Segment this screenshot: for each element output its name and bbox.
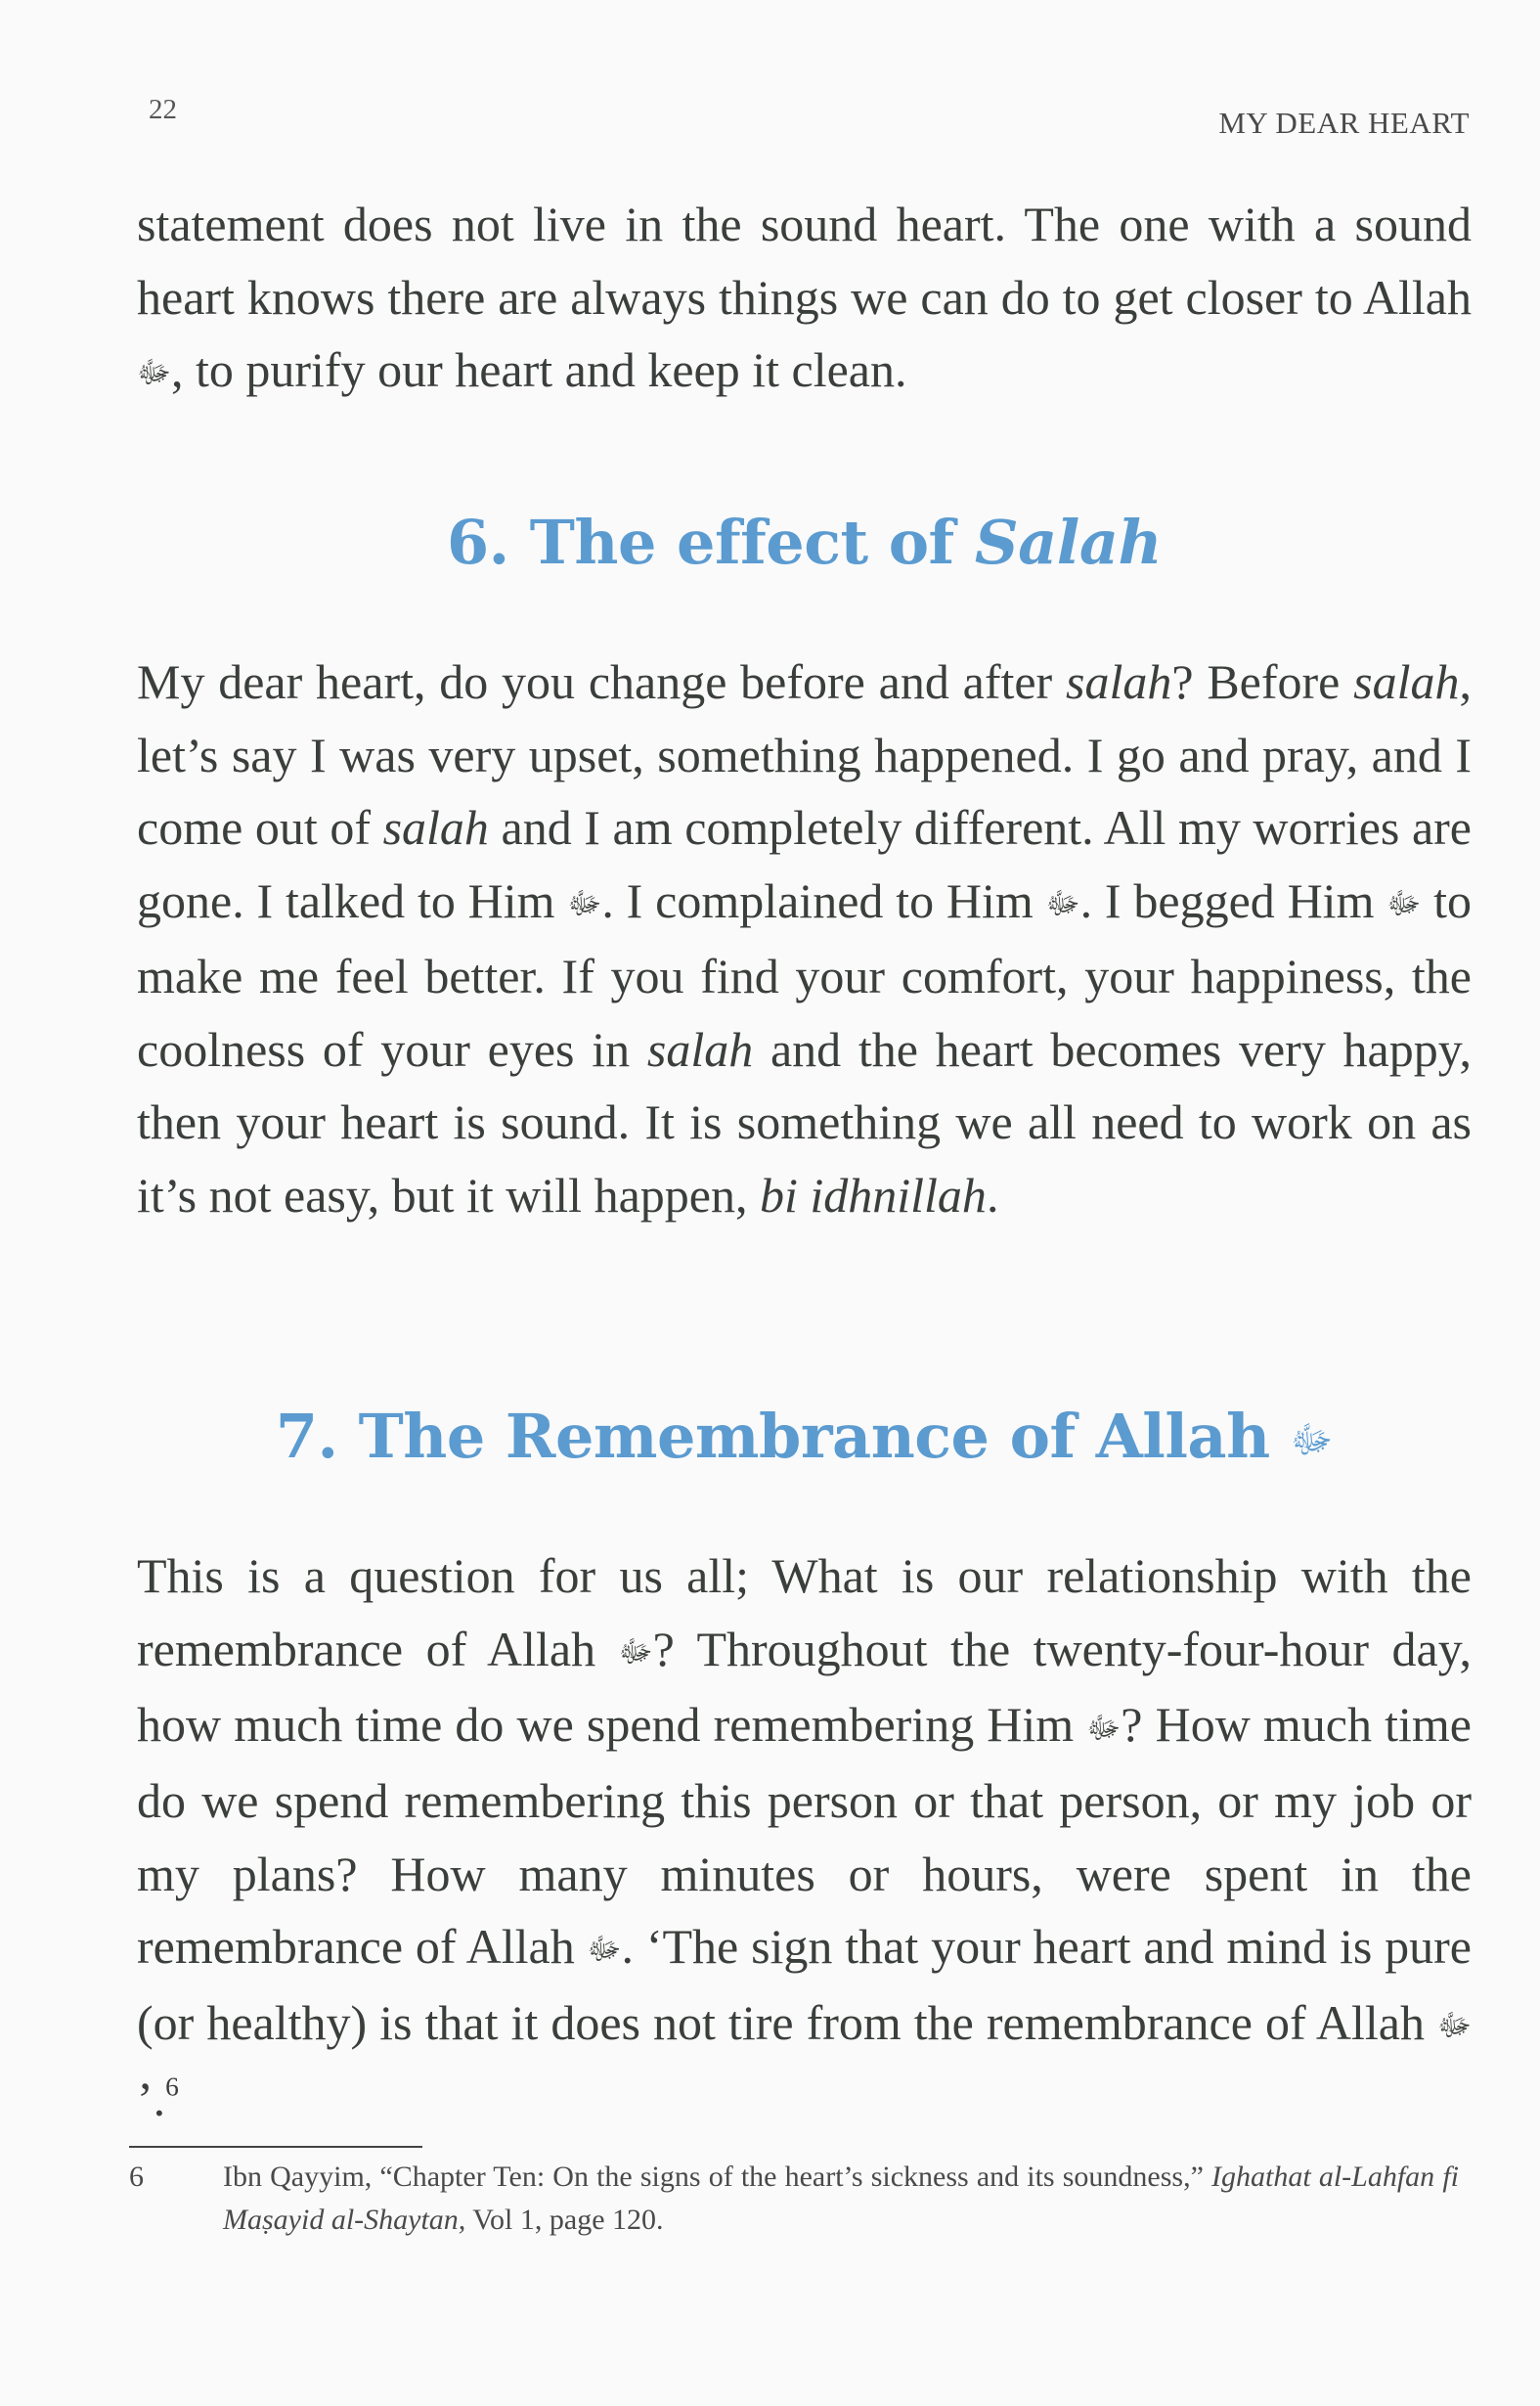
honorific-glyph: ﷻ [567,885,602,921]
section-7-paragraph: This is a question for us all; What is our relationship with the remembrance of Allah ﷻ? Throughout the twenty-four-hour day, how much time do we spend remembering Him ﷻ? How much time do we spend remembering this person or that person, or my job or my plans? How many minutes or hours, were spent in the remembrance of Allah ﷻ. ‘The sign that your heart and mind is pure (or healthy) is that it does not tire from the remembrance of Allah ﷻ’.$^6$ [137,1548,1472,2126]
footnote-divider [129,2146,422,2148]
honorific-glyph: ﷻ [1290,1418,1334,1463]
footnote-reference[interactable]: 6 [165,2071,179,2101]
honorific-glyph: ﷻ [1386,885,1422,921]
honorific-glyph: ﷻ [1086,1710,1122,1746]
running-head: MY DEAR HEART [1218,106,1470,140]
section-6-heading: 6. The effect of Salah [446,507,1163,578]
section-6-paragraph: My dear heart, do you change before and after salah? Before salah, let’s say I was very upset, something happened. I go and pray, and I come out of salah and I am completely different. All my worries are gone. I talked to Him ﷻ. I complained to Him ﷻ. I begged Him ﷻ to make me feel better. If you find your comfort, your happiness, the coolness of your eyes in salah and the heart becomes very happy, then your heart is sound. It is something we all need to work on as it’s not easy, but it will happen, bi idhnillah. [137,654,1473,1223]
section-7-heading: 7. The Remembrance of Allah ﷻ [275,1401,1334,1472]
footnote-text: Ibn Qayyim, “Chapter Ten: On the signs of the heart’s sickness and its soundness,” Ighathat al-Lahfan fi Maṣayid al-Shaytan, Vol 1, page 120. [223,2161,1459,2236]
footnote [129,2156,1459,2242]
honorific-glyph: ﷻ [618,1633,653,1670]
honorific-glyph: ﷻ [1045,885,1080,921]
footnote-number: 6 [129,2161,144,2193]
honorific-glyph: ﷻ [137,355,171,391]
opening-paragraph: statement does not live in the sound heart. The one with a sound heart knows there are always things we can do to get closer to Allah ﷻ, to purify our heart and keep it clean. [137,188,1472,410]
page-number: 22 [149,94,177,125]
honorific-glyph: ﷻ [587,1932,622,1968]
honorific-glyph: ﷻ [1437,2008,1472,2044]
